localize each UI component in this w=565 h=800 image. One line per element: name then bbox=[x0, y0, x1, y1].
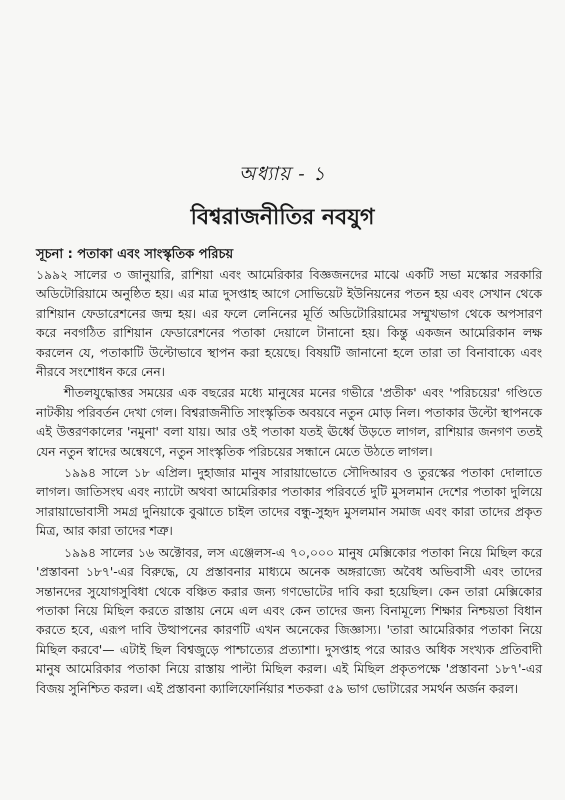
body-text bbox=[36, 266, 542, 699]
paragraph-1: ১৯৯২ সালের ৩ জানুয়ারি, রাশিয়া এবং আমেরিকার বিজ্ঞজনদের মাঝে একটি সভা মস্কোর সরকারি অডিটোরিয়ামে অনুষ্ঠিত হয়। এর মাত্র দুসপ্তাহ আগে সোভিয়েট ইউনিয়নের পতন হয় এবং সেখান থেকে রাশিয়ান ফেডারেশনের জন্ম হয়। এর ফলে লেনিনের মূর্তি অডিটোরিয়ামের সম্মুখভাগ থেকে অপসারণ করে নবগঠিত রাশিয়ান ফেডারেশনের পতাকা দেয়ালে টানানো হয়। কিন্তু একজন আমেরিকান লক্ষ করলেন যে, পতাকাটি উল্টোভাবে স্থাপন করা হয়েছে। বিষয়টি জানানো হলে তারা তা বিনাবাক্যে এবং নীরবে সংশোধন করে নেন। bbox=[36, 268, 542, 380]
chapter-title: বিশ্বরাজনীতির নবযুগ bbox=[190, 204, 375, 230]
chapter-number: অধ্যায় - ১ bbox=[238, 163, 327, 185]
paragraph-4: ১৯৯৪ সালের ১৬ অক্টোবর, লস এঞ্জেলস-এ ৭০,০০০ মানুষ মেক্সিকোর পতাকা নিয়ে মিছিল করে 'প্রস্তাবনা ১৮৭'-এর বিরুদ্ধে, যে প্রস্তাবনার মাধ্যমে অনেক অঙ্গরাজ্যে অবৈধ অভিবাসী এবং তাদের সন্তানদের সুযোগসুবিধা থেকে বঞ্চিত করার জন্য গণভোটের দাবি করা হয়েছিল। কেন তারা মেক্সিকোর পতাকা নিয়ে মিছিল করতে রাস্তায় নেমে এল এবং কেন তাদের জন্য বিনামূল্যে শিক্ষার নিশ্চয়তা বিধান করতে হবে, এরূপ দাবি উত্থাপনের কারণটি এখন অনেকের জিজ্ঞাস্য। 'তারা আমেরিকার পতাকা নিয়ে মিছিল করবে'— এটাই ছিল বিশ্বজুড়ে পাশ্চাত্যের প্রত্যাশা। দুসপ্তাহ পরে আরও অধিক সংখ্যক প্রতিবাদী মানুষ আমেরিকার পতাকা নিয়ে রাস্তায় পাল্টা মিছিল করল। এই মিছিল প্রকৃতপক্ষে 'প্রস্তাবনা ১৮৭'-এর বিজয় সুনিশ্চিত করল। এই প্রস্তাবনা ক্যালিফোর্নিয়ার শতকরা ৫৯ ভাগ ভোটারের সমর্থন অর্জন করল। bbox=[36, 545, 542, 696]
section-heading: সূচনা : পতাকা এবং সাংস্কৃতিক পরিচয় bbox=[36, 247, 234, 262]
paragraph-3: ১৯৯৪ সালে ১৮ এপ্রিল। দুহাজার মানুষ সারায়াভোতে সৌদিআরব ও তুরস্কের পতাকা দোলাতে লাগল। জাতিসংঘ এবং ন্যাটো অথবা আমেরিকার পতাকার পরিবর্তে দুটি মুসলমান দেশের পতাকা দুলিয়ে সারায়াভোবাসী সমগ্র দুনিয়াকে বুঝাতে চাইল তাদের বন্ধু-সুহৃদ মুসলমান সমাজ এবং কারা তাদের প্রকৃত মিত্র, আর কারা তাদের শত্রু। bbox=[36, 466, 542, 539]
paragraph-2: শীতলযুদ্ধোত্তর সময়ের এক বছরের মধ্যে মানুষের মনের গভীরে 'প্রতীক' এবং 'পরিচয়ের' গণ্ডিতে নাটকীয় পরিবর্তন দেখা গেল। বিশ্বরাজনীতি সাংস্কৃতিক অবয়বে নতুন মোড় নিল। পতাকার উল্টো স্থাপনকে এই উত্তরণকালের 'নমুনা' বলা যায়। আর ওই পতাকা যতই ঊর্ধ্বে উড়তে লাগল, রাশিয়ার জনগণ ততই যেন নতুন স্বাদের অন্বেষণে, নতুন সাংস্কৃতিক পরিচয়ের সন্ধানে মেতে উঠতে লাগল। bbox=[36, 386, 542, 459]
